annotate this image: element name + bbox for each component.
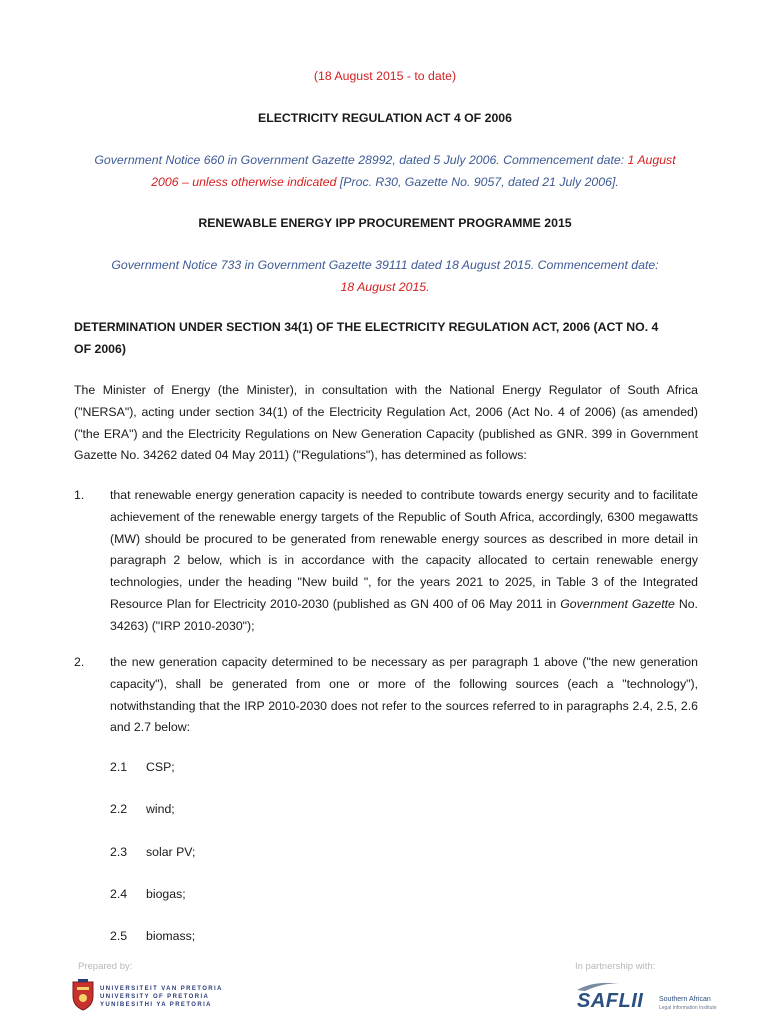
- paragraph-1-text: that renewable energy generation capacity is needed to contribute towards energy security and to facilitate achievement of the renewable energy targets of the Republic of South Africa, accordingly, 6300 megawatts (MW) should be procured to be generated from renewable energy sources as described in more detail in paragraph 2 below, which is in accordance with the capacity allocated to certain renewable energy technologies, under the heading "New build ", for the years 2021 to 2025, in Table 3 of the Integrated Resource Plan for Electricity 2010-2030 (published as GN 400 of 06 May 2011 in: [110, 488, 698, 611]
- programme-commencement: 18 August 2015.: [340, 280, 430, 294]
- sub-item-text: biomass;: [146, 929, 196, 943]
- sub-item-number: 2.2: [110, 802, 128, 816]
- programme-notice: [60, 254, 710, 298]
- commencement-date: 1 August: [627, 153, 676, 167]
- pretoria-crest-icon: [70, 978, 96, 1012]
- sub-item-number: 2.3: [110, 845, 128, 859]
- determination-title-line1: DETERMINATION UNDER SECTION 34(1) OF THE ELECTRICITY REGULATION ACT, 2006 (ACT NO. 4: [74, 320, 659, 334]
- university-of-pretoria-logo[interactable]: [70, 978, 223, 1014]
- up-name-sepedi: YUNIBESITHI YA PRETORIA: [100, 1002, 212, 1008]
- paragraph-1-text-end: No. 34263) ("IRP 2010-2030");: [110, 596, 698, 633]
- date-range: (18 August 2015 - to date): [313, 69, 457, 83]
- sub-item-number: 2.5: [110, 929, 128, 943]
- partnership-label: In partnership with:: [575, 961, 656, 972]
- programme-notice-text: Government Notice 733 in Government Gazette 39111 dated 18 August 2015. Commencement date:: [111, 258, 659, 272]
- prepared-by-label: Prepared by:: [78, 961, 133, 972]
- sub-item-text: biogas;: [146, 887, 186, 901]
- up-name-english: UNIVERSITY OF PRETORIA: [100, 994, 210, 1000]
- proclamation-ref: [Proc. R30, Gazette No. 9057, dated 21 July 2006].: [336, 175, 619, 189]
- saflii-subtitle: Southern African: [659, 996, 711, 1003]
- paragraph-2: the new generation capacity determined to be necessary as per paragraph 1 above ("the new generation capacity"), shall be generated from one or more of the following sources (each a "technology"), notwithstanding that the IRP 2010-2030 does not refer to the sources referred to in paragraphs 2.4, 2.5, 2.6 and 2.7 below:: [110, 655, 698, 735]
- paragraph-1: [110, 485, 698, 638]
- act-title: ELECTRICITY REGULATION ACT 4 OF 2006: [258, 111, 512, 125]
- saflii-wordmark: SAFLII: [577, 990, 644, 1012]
- determination-title-line2: OF 2006): [74, 341, 126, 356]
- intro-paragraph: The Minister of Energy (the Minister), in consultation with the National Energy Regulator of South Africa ("NERSA"), acting under section 34(1) of the Electricity Regulation Act, 2006 (Act No. 4 of 2006) (as amended) ("the ERA") and the Electricity Regulations on New Generation Capacity (published as GNR. 399 in Government Gazette No. 34262 dated 04 May 2011) ("Regulations"), has determined as follows:: [74, 383, 698, 463]
- paragraph-2-number: 2.: [74, 655, 85, 669]
- determination-title: [74, 317, 698, 361]
- gov-notice-text: Government Notice 660 in Government Gazette 28992, dated 5 July 2006. Commencement date:: [94, 153, 628, 167]
- sub-item-text: wind;: [146, 802, 175, 816]
- programme-title: RENEWABLE ENERGY IPP PROCUREMENT PROGRAMME 2015: [198, 216, 572, 230]
- sub-item-number: 2.4: [110, 887, 128, 901]
- saflii-subtitle-2: Legal Information Institute: [659, 1005, 717, 1011]
- up-name-afrikaans: UNIVERSITEIT VAN PRETORIA: [100, 986, 223, 992]
- saflii-logo[interactable]: [575, 980, 715, 1016]
- sub-item-number: 2.1: [110, 760, 128, 774]
- sub-item-text: CSP;: [146, 760, 175, 774]
- sub-item-text: solar PV;: [146, 845, 196, 859]
- gazette-italic: Government Gazette: [560, 596, 675, 611]
- gov-notice: [60, 149, 710, 193]
- commencement-qualifier: 2006 – unless otherwise indicated: [151, 175, 337, 189]
- paragraph-1-number: 1.: [74, 488, 85, 502]
